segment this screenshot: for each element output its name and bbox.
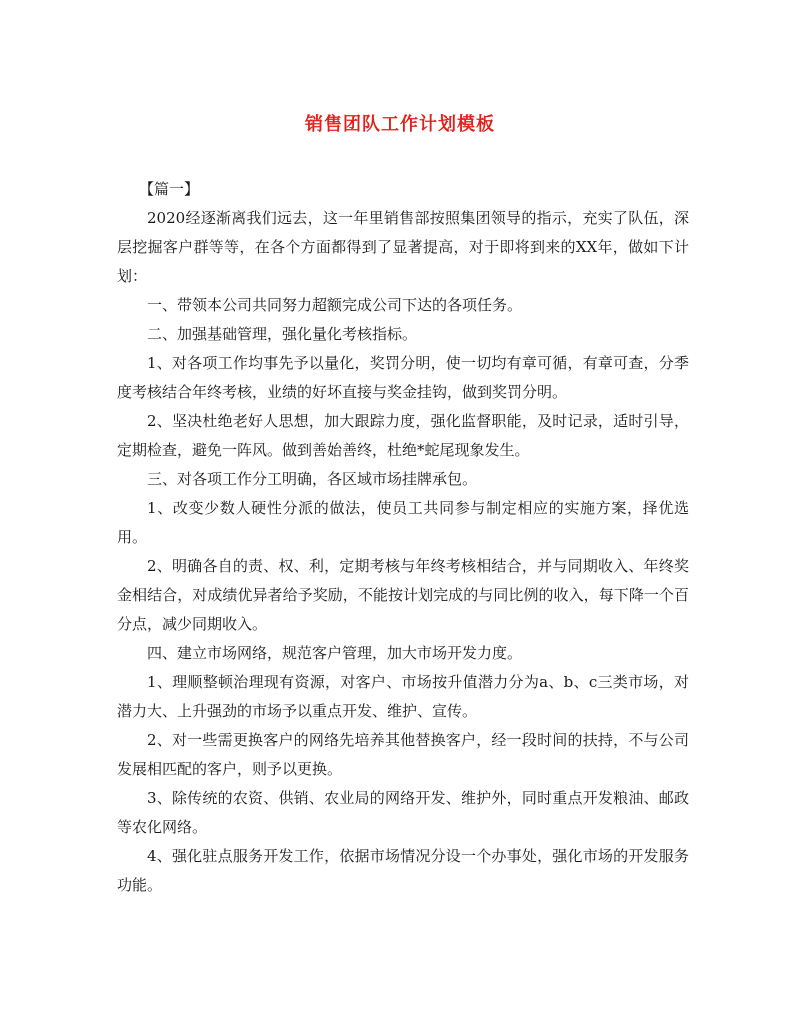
paragraph-item: 1、改变少数人硬性分派的做法，使员工共同参与制定相应的实施方案，择优选用。 bbox=[117, 499, 689, 546]
paragraph-intro: 2020经逐渐离我们远去，这一年里销售部按照集团领导的指示，充实了队伍，深层挖掘客户群等等，在各个方面都得到了显著提高，对于即将到来的XX年，做如下计划： bbox=[117, 209, 689, 285]
paragraph-item: 2、明确各自的责、权、利，定期考核与年终考核相结合，并与同期收入、年终奖金相结合，对成绩优异者给予奖励，不能按计划完成的与同比例的收入，每下降一个百分点，减少同期收入。 bbox=[117, 557, 689, 633]
paragraph-item: 四、建立市场网络，规范客户管理，加大市场开发力度。 bbox=[147, 644, 523, 662]
paragraph-item: 二、加强基础管理，强化量化考核指标。 bbox=[147, 325, 418, 343]
paragraph-item: 2、坚决杜绝老好人思想，加大跟踪力度，强化监督职能，及时记录，适时引导，定期检查，避免一阵风。做到善始善终，杜绝*蛇尾现象发生。 bbox=[117, 412, 689, 459]
paragraph-item: 一、带领本公司共同努力超额完成公司下达的各项任务。 bbox=[147, 296, 523, 314]
section-label: 【篇一】 bbox=[139, 180, 200, 198]
paragraph-item: 1、理顺整顿治理现有资源，对客户、市场按升值潜力分为a、b、c三类市场，对潜力大、上升强劲的市场予以重点开发、维护、宣传。 bbox=[117, 673, 689, 720]
paragraph-item: 三、对各项工作分工明确，各区域市场挂牌承包。 bbox=[147, 470, 478, 488]
paragraph-item: 4、强化驻点服务开发工作，依据市场情况分设一个办事处，强化市场的开发服务功能。 bbox=[117, 847, 689, 894]
document-title: 销售团队工作计划模板 bbox=[305, 114, 495, 135]
document-body bbox=[117, 175, 689, 900]
paragraph-item: 1、对各项工作均事先予以量化，奖罚分明，使一切均有章可循，有章可查，分季度考核结合年终考核，业绩的好坏直接与奖金挂钩，做到奖罚分明。 bbox=[117, 354, 689, 401]
paragraph-item: 2、对一些需更换客户的网络先培养其他替换客户，经一段时间的扶持，不与公司发展相匹配的客户，则予以更换。 bbox=[117, 731, 689, 778]
paragraph-item: 3、除传统的农资、供销、农业局的网络开发、维护外，同时重点开发粮油、邮政等农化网络。 bbox=[117, 789, 689, 836]
